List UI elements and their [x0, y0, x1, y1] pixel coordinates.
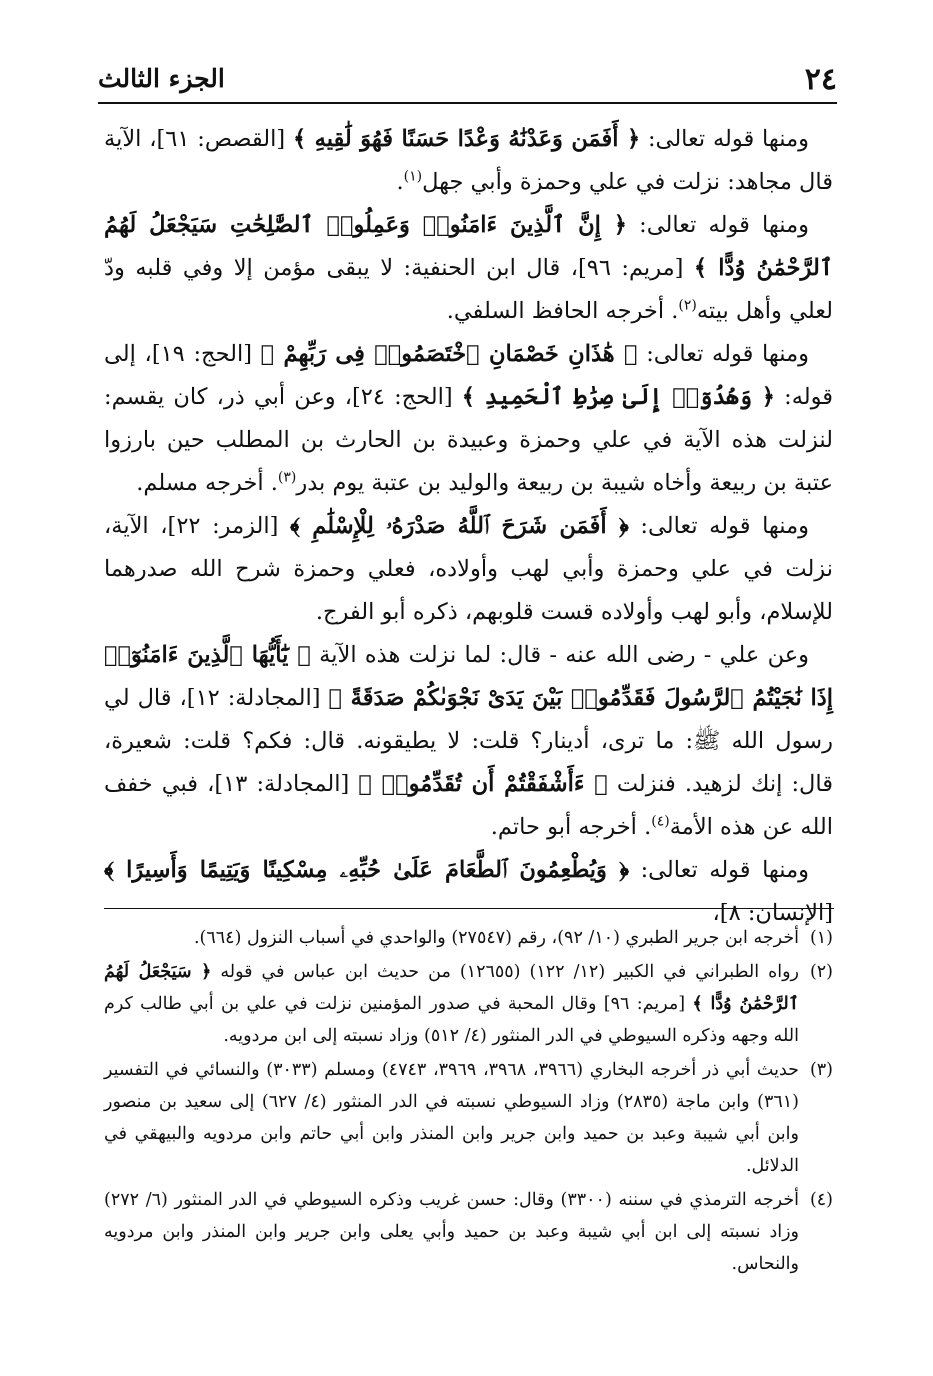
quran-verse: ﴿ أَفَمَن شَرَحَ ٱللَّهُ صَدْرَهُۥ لِلْإِسْلَٰمِ ﴾	[290, 513, 629, 539]
footnote-ref: (١)	[403, 168, 423, 185]
paragraph	[104, 333, 833, 505]
text-run: وعن علي - رضى الله عنه - قال: لما نزلت هذه الآية	[310, 642, 810, 668]
header-rule	[98, 102, 837, 104]
footnote	[104, 956, 833, 1052]
paragraph	[104, 118, 833, 204]
quran-verse: ﴿ أَفَمَن وَعَدْنَٰهُ وَعْدًا حَسَنًا فَهُوَ لَٰقِيهِ ﴾	[292, 126, 641, 152]
text-run: [مريم: ٩٦]، قال ابن الحنفية: لا يبقى مؤمن إلا وفي قلبه ودّ لعلي وأهل بيته	[104, 255, 833, 324]
text-run: [مريم: ٩٦] وقال المحبة في صدور المؤمنين نزلت في علي بن أبي طالب كرم الله وجهه وذكره السيوطي في الدر المنثور (٤/ ٥١٢) وزاد نسبته إلى ابن مردويه.	[104, 994, 799, 1046]
quran-verse: ﴿ سَيَجْعَلُ لَهُمُ ٱلرَّحْمَٰنُ وُدًّا ﴾	[104, 962, 799, 1014]
footnote-text	[104, 922, 799, 954]
footnote-number: (١)	[809, 928, 833, 948]
text-run: أخرجه الترمذي في سننه (٣٣٠٠) وقال: حسن غريب وذكره السيوطي في الدر المنثور (٦/ ٢٧٢) وزاد نسبته إلى ابن أبي شيبة وعبد بن حميد وأبي يعلى وابن جرير وابن المنذر وابن مردويه والنحاس.	[104, 1190, 799, 1274]
text-run: [المجادلة: ١٣]، فبي خفف الله عن هذه الأمة	[104, 771, 833, 840]
footnotes	[104, 922, 833, 1282]
text-run: . أخرجه مسلم.	[136, 470, 278, 496]
text-run: حديث أبي ذر أخرجه البخاري (٣٩٦٦، ٣٩٦٨، ٣٩٦٩، ٤٧٤٣) ومسلم (٣٠٣٣) والنسائي في التفسير (٣٦١) وابن ماجة (٢٨٣٥) وزاد السيوطي نسبته في الدر المنثور (٤/ ٦٢٧) إلى سعيد بن منصور وابن أبي شيبة وعبد بن حميد وابن جرير وابن المنذر وابن أبي حاتم وابن مردويه والبيهقي في الدلائل.	[104, 1060, 799, 1176]
quran-verse: ﴿ ءَأَشْفَقْتُمْ أَن تُقَدِّمُوا۟ ﴾	[358, 771, 608, 797]
footnote	[104, 922, 833, 954]
footnote-text	[104, 956, 799, 1052]
paragraph	[104, 505, 833, 634]
quran-verse: ﴿ وَيُطْعِمُونَ ٱلطَّعَامَ عَلَىٰ حُبِّهِۦ مِسْكِينًا وَيَتِيمًا وَأَسِيرًا ﴾	[104, 857, 630, 883]
quran-verse: ﴿ إِنَّ ٱلَّذِينَ ءَامَنُوا۟ وَعَمِلُوا۟ ٱلصَّٰلِحَٰتِ سَيَجْعَلُ لَهُمُ ٱلرَّحْمَٰنُ وُدًّا ﴾	[104, 212, 834, 281]
text-run: ومنها قوله تعالى:	[626, 212, 809, 238]
text-run: ومنها قوله تعالى:	[628, 513, 810, 539]
text-run: [الحج: ١٩]، إلى قوله:	[104, 341, 833, 410]
paragraph	[104, 634, 833, 849]
footnote-text	[104, 1054, 799, 1182]
text-run: . أخرجه الحافظ السلفي.	[446, 298, 679, 324]
page-header	[98, 60, 837, 104]
text-run: [الحج: ٢٤]، وعن أبي ذر، كان يقسم: لنزلت هذه الآية في علي وحمزة وعبيدة بن الحارث بن المطلب حين بارزوا عتبة بن ربيعة وأخاه شيبة بن ربيعة والوليد بن عتبة يوم بدر	[104, 384, 833, 496]
text-run: [المجادلة: ١٢]، قال لي رسول الله ﷺ: ما ترى، أدينار؟ قلت: لا يطيقونه. قال: فكم؟ قلت: شعيرة، قال: إنك لزهيد. فنزلت	[104, 685, 833, 797]
page-number: ٢٤	[804, 62, 837, 97]
text-run: . أخرجه أبو حاتم.	[490, 814, 652, 840]
quran-verse: ﴿ يَٰٓأَيُّهَا ٱلَّذِينَ ءَامَنُوٓا۟ إِذَا نَٰجَيْتُمُ ٱلرَّسُولَ فَقَدِّمُوا۟ بَيْنَ يَدَىْ نَجْوَىٰكُمْ صَدَقَةً ﴾	[104, 642, 833, 711]
main-text	[104, 118, 833, 935]
running-title: الجزء الثالث	[98, 64, 225, 93]
footnote-ref: (٢)	[678, 297, 697, 314]
footnote	[104, 1184, 833, 1280]
footnote	[104, 1054, 833, 1182]
quran-verse: ﴿ وَهُدُوٓا۟ إِلَىٰ صِرَٰطِ ٱلْحَمِيدِ ﴾	[461, 384, 775, 410]
footnote-number: (٣)	[809, 1060, 833, 1080]
text-run: [الزمر: ٢٢]، الآية، نزلت في علي وحمزة وأبي لهب وأولاده، فعلي وحمزة شرح الله صدرهما للإسلام، وأبو لهب وأولاده قست قلوبهم، ذكره أبو الفرج.	[104, 513, 833, 625]
quran-verse: ﴿ هَٰذَانِ خَصْمَانِ ٱخْتَصَمُوا۟ فِى رَبِّهِمْ ﴾	[260, 341, 638, 367]
paragraph	[104, 204, 833, 333]
text-run: ومنها قوله تعالى:	[640, 126, 809, 152]
text-run: [القصص: ٦١]، الآية قال مجاهد: نزلت في علي وحمزة وأبي جهل	[104, 126, 833, 195]
footnote-text	[104, 1184, 799, 1280]
footnote-ref: (٣)	[277, 469, 297, 486]
text-run: [الإنسان: ٨]،	[712, 900, 833, 926]
footnote-separator	[104, 908, 834, 909]
text-run: أخرجه ابن جرير الطبري (١٠/ ٩٢)، رقم (٢٧٥٤٧) والواحدي في أسباب النزول (٦٦٤).	[193, 928, 799, 948]
footnote-ref: (٤)	[651, 813, 670, 830]
footnote-number: (٢)	[809, 962, 833, 982]
text-run: .	[396, 169, 404, 195]
text-run: ومنها قوله تعالى:	[637, 341, 809, 367]
text-run: ومنها قوله تعالى:	[629, 857, 809, 883]
footnote-number: (٤)	[809, 1190, 833, 1210]
text-run: رواه الطبراني في الكبير (١٢/ ١٢٢) (١٢٦٥٥) من حديث ابن عباس في قوله	[211, 962, 800, 982]
